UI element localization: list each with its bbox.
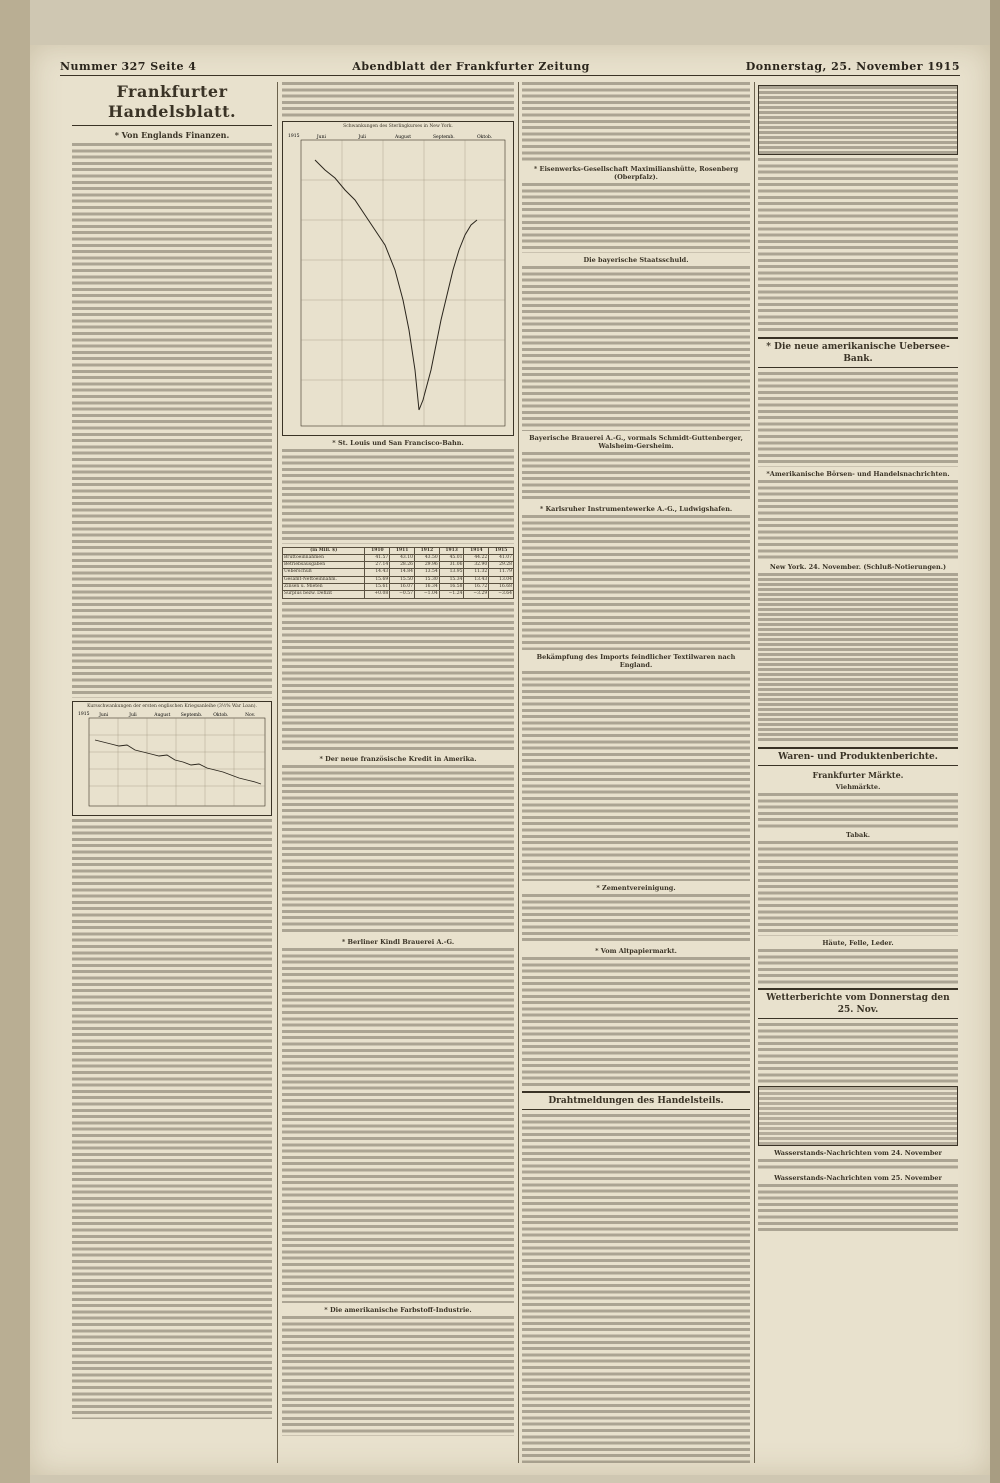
article-title: * Eisenwerks-Gesellschaft Maximilianshütte, Rosenberg (Oberpfalz). xyxy=(533,165,739,181)
month-labels xyxy=(98,712,256,718)
subsection-title: Frankfurter Märkte. xyxy=(812,770,904,780)
telegraph-heading: Drahtmeldungen des Handelsteils. xyxy=(522,1091,750,1110)
column-divider xyxy=(754,82,755,1463)
month-label: August xyxy=(154,713,171,719)
month-label: Septemb. xyxy=(432,135,455,141)
article-text-block xyxy=(522,957,750,1087)
column-1 xyxy=(72,82,272,1463)
issue-date: Donnerstag, 25. November 1915 xyxy=(745,60,960,73)
article-text-block xyxy=(758,949,958,984)
month-label: Juni xyxy=(99,713,109,719)
stock-listing xyxy=(758,573,958,743)
article-text-block xyxy=(758,372,958,467)
article-text-block xyxy=(282,1316,514,1436)
article-title: * Die amerikanische Farbstoff-Industrie. xyxy=(324,1305,472,1314)
table-header-cell: 1914 xyxy=(464,547,489,554)
article-text-block xyxy=(72,143,272,698)
divider xyxy=(72,125,272,126)
article-text-block xyxy=(282,602,514,752)
article-text-block xyxy=(758,841,958,936)
article-text-block xyxy=(522,894,750,944)
chart-title: Schwankungen des Sterlingkurses in New York. xyxy=(343,124,453,129)
war-loan-chart xyxy=(75,710,267,810)
table-header-cell: (in Mill. $) xyxy=(283,547,365,554)
table-header-cell: 1915 xyxy=(489,547,514,554)
column-divider xyxy=(518,82,519,1463)
article-text-block xyxy=(522,452,750,502)
article-title: * Berliner Kindl Brauerei A.-G. xyxy=(341,937,455,946)
column-divider xyxy=(277,82,278,1463)
subsection-title: Viehmärkte. xyxy=(835,783,881,791)
masthead xyxy=(60,58,960,76)
month-label: August xyxy=(394,135,412,141)
month-label: Oktob. xyxy=(476,135,493,141)
article-title: Die bayerische Staatsschuld. xyxy=(583,256,689,264)
page-edge xyxy=(990,0,1000,1483)
article-text-block xyxy=(72,819,272,1419)
article-text-block xyxy=(522,515,750,650)
article-text-block xyxy=(282,765,514,935)
month-label: Nov. xyxy=(245,713,256,719)
weather-heading: Wetterberichte vom Donnerstag den 25. Nov. xyxy=(758,988,958,1019)
article-title: *Amerikanische Börsen- und Handelsnachrichten. xyxy=(766,470,950,478)
article-text-block xyxy=(522,183,750,253)
column-2 xyxy=(282,82,514,1463)
month-label: Juli xyxy=(358,135,366,141)
month-label: Juli xyxy=(129,713,137,719)
article-title: * Die neue amerikanische Uebersee-Bank. xyxy=(758,337,958,368)
article-text-block xyxy=(282,449,514,544)
article-title: * Von Englands Finanzen. xyxy=(114,130,230,140)
article-title: * St. Louis und San Francisco-Bahn. xyxy=(332,438,464,447)
article-text-block xyxy=(758,793,958,828)
sterling-series-line xyxy=(315,160,477,410)
chart-sterling xyxy=(282,121,514,436)
subsection-title: Tabak. xyxy=(846,831,870,839)
article-text-block xyxy=(758,1023,958,1083)
article-title: * Vom Altpapiermarkt. xyxy=(595,947,677,955)
chart-year: 1915 xyxy=(78,712,90,718)
binding-edge xyxy=(0,0,30,1483)
article-text-block xyxy=(522,1114,750,1463)
article-text-block xyxy=(758,1184,958,1234)
month-label: Juni xyxy=(316,135,326,141)
paper-title: Abendblatt der Frankfurter Zeitung xyxy=(352,60,590,73)
column-4 xyxy=(758,82,958,1463)
article-title: Bayerische Brauerei A.-G., vormals Schmidt-Guttenberger, Walsheim-Gersheim. xyxy=(529,434,743,450)
article-title: * Der neue französische Kredit in Amerika. xyxy=(319,754,477,763)
subsection-title: Wasserstands-Nachrichten vom 24. November xyxy=(774,1149,942,1157)
article-text-block xyxy=(522,266,750,431)
month-label: Septemb. xyxy=(180,713,203,719)
table-header-cell: 1912 xyxy=(414,547,439,554)
article-title: * Zementvereinigung. xyxy=(596,884,676,892)
article-title: * Karlsruher Instrumentewerke A.-G., Ludwigshafen. xyxy=(539,505,733,513)
section-title: Frankfurter Handelsblatt. xyxy=(107,82,237,121)
article-title: Bekämpfung des Imports feindlicher Textilwaren nach England. xyxy=(536,653,736,669)
table-header-cell: 1910 xyxy=(365,547,390,554)
article-text-block xyxy=(522,82,750,162)
subsection-title: New York. 24. November. (Schluß-Notierungen.) xyxy=(769,563,947,571)
chart-year: 1915 xyxy=(288,134,300,140)
article-text-block xyxy=(758,1159,958,1171)
railway-table: (in Mill. $) 1910 1911 1912 1913 1914 1915 Bruttoeinnahmen 41.57 43.10 43.50 45.01 44.22 41.07 Betriebsausgaben 27.14 28.26 29.96 31.06 32.90 29.28 Ueberschuß 14.43 14.84 13.54 13.95 11.32 11.79 Gesamt-Nettoeinnahm. 15.69 15.50 15.30 15.34 13.43 13.04 Zinsen u. Mieten 15.61 16.07 16.34 16.58 16.72 16.68 Surplus bezw. Defizit +0.08 −0.57 −1.04 −1.24 −3.29 −3.64 xyxy=(284,547,512,597)
subsection-title: Wasserstands-Nachrichten vom 25. November xyxy=(774,1174,942,1182)
issue-number: Nummer 327 Seite 4 xyxy=(60,60,197,73)
article-text-block xyxy=(522,671,750,881)
goods-heading: Waren- und Produktenberichte. xyxy=(758,747,958,766)
exchange-rates-box xyxy=(758,85,958,155)
weather-table xyxy=(758,1086,958,1146)
column-3 xyxy=(522,82,750,1463)
month-label: Oktob. xyxy=(213,713,229,719)
article-text-block xyxy=(282,948,514,1303)
article-text-block xyxy=(758,158,958,333)
table-header-cell: 1913 xyxy=(439,547,464,554)
table-header-cell: 1911 xyxy=(390,547,415,554)
chart-war-loan xyxy=(72,701,272,816)
subsection-title: Häute, Felle, Leder. xyxy=(822,939,894,947)
article-text-block xyxy=(282,82,514,118)
war-loan-series-line xyxy=(95,740,261,784)
chart-title: Kursschwankungen der ersten englischen Kriegsanleihe (3½% War Loan). xyxy=(87,704,257,709)
sterling-chart xyxy=(285,130,509,430)
article-text-block xyxy=(758,480,958,560)
